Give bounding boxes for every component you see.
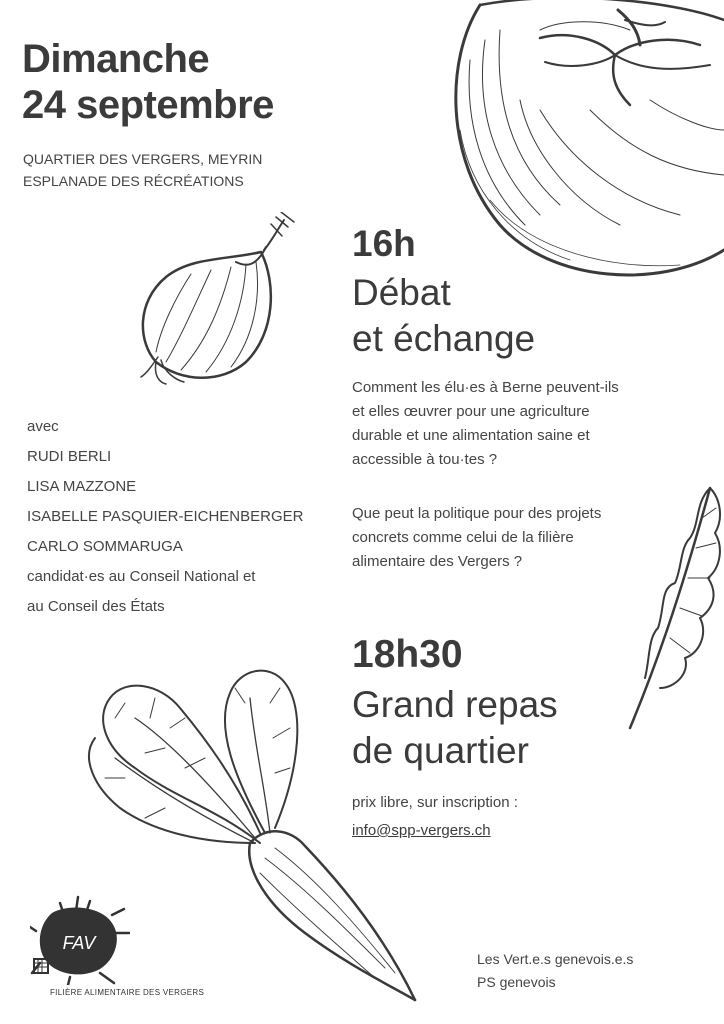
- debate-question-line: durable et une alimentation saine et: [352, 427, 590, 444]
- debate-title-line-2: et échange: [352, 318, 536, 359]
- debate-question-line: alimentaire des Vergers ?: [352, 553, 523, 570]
- event-date-day: Dimanche: [22, 37, 210, 81]
- guest-intro: avec: [27, 418, 59, 435]
- fav-logo: [30, 893, 130, 985]
- meal-info: prix libre, sur inscription :: [352, 794, 518, 811]
- tomato-illustration: [440, 0, 724, 285]
- venue-location: QUARTIER DES VERGERS, MEYRIN: [23, 151, 263, 167]
- meal-title-line-2: de quartier: [352, 730, 529, 771]
- organizer-ps: PS genevois: [477, 974, 556, 990]
- debate-title-line-1: Débat: [352, 272, 451, 313]
- debate-question-line: et elles œuvrer pour une agriculture: [352, 403, 590, 420]
- debate-time: 16h: [352, 223, 416, 264]
- fav-logo-caption: FILIÈRE ALIMENTAIRE DES VERGERS: [50, 988, 205, 997]
- guest-name: ISABELLE PASQUIER-EICHENBERGER: [27, 508, 304, 525]
- debate-question-line: Comment les élu·es à Berne peuvent-ils: [352, 379, 619, 396]
- meal-title-line-1: Grand repas: [352, 684, 558, 725]
- debate-description: [352, 376, 682, 472]
- organizer-greens: Les Vert.e.s genevois.e.s: [477, 951, 634, 967]
- event-date: 24 septembre: [22, 83, 274, 127]
- onion-illustration: [136, 212, 301, 392]
- guest-name: RUDI BERLI: [27, 448, 112, 465]
- guest-name: CARLO SOMMARUGA: [27, 538, 183, 555]
- fav-logo-initials: FAV: [62, 933, 96, 953]
- contact-email-link[interactable]: info@spp-vergers.ch: [352, 822, 491, 839]
- debate-second-question: [352, 502, 682, 574]
- debate-question-line: accessible à tou·tes ?: [352, 451, 498, 468]
- meal-time: 18h30: [352, 633, 463, 676]
- guest-name: LISA MAZZONE: [27, 478, 137, 495]
- debate-question-line: Que peut la politique pour des projets: [352, 505, 602, 522]
- debate-question-line: concrets comme celui de la filière: [352, 529, 574, 546]
- guest-note: au Conseil des États: [27, 598, 165, 615]
- venue-place: ESPLANADE DES RÉCRÉATIONS: [23, 173, 244, 189]
- guest-note: candidat·es au Conseil National et: [27, 568, 256, 585]
- guest-list: [27, 412, 327, 622]
